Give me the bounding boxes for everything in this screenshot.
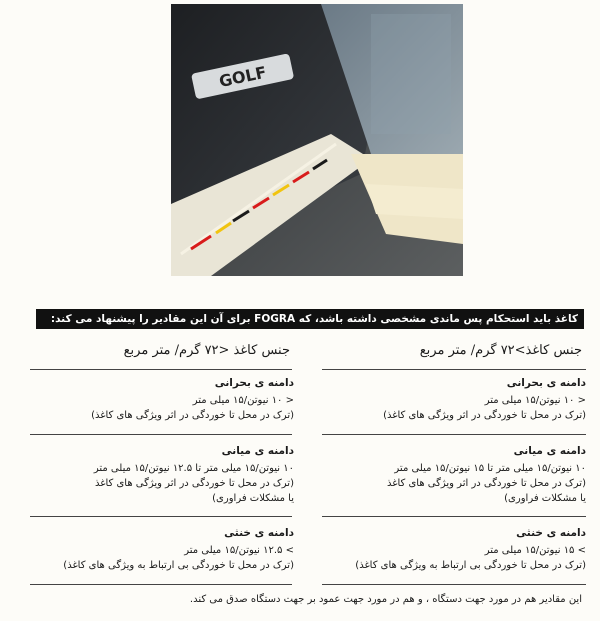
- range-title: دامنه ی خنثی: [224, 527, 294, 539]
- left-neutral-range: [30, 526, 294, 573]
- right-neutral-range: [322, 526, 586, 573]
- paper-stack-2: [366, 184, 463, 219]
- divider: [30, 584, 292, 585]
- right-critical-range: [322, 376, 586, 423]
- range-title: دامنه ی میانی: [513, 445, 586, 457]
- range-value: > ۱۲.۵ نیوتن/۱۵ میلی متر: [184, 545, 294, 556]
- range-title: دامنه ی میانی: [221, 445, 294, 457]
- page-reflection: [371, 14, 451, 134]
- section-banner: کاغذ باید استحکام پس ماندی مشخصی داشته باشد، که FOGRA برای آن این مقادیر را پیشنهاد می کند:: [36, 309, 584, 329]
- right-column-header: جنس کاغذ>۷۲ گرم/ متر مربع: [419, 343, 582, 358]
- range-note: یا مشکلات فراوری): [212, 493, 294, 504]
- left-middle-range: [30, 444, 294, 506]
- car-badge-text: GOLF: [217, 62, 269, 92]
- range-value: ۱۰ نیوتن/۱۵ میلی متر تا ۱۵ نیوتن/۱۵ میلی متر: [394, 463, 586, 474]
- divider: [322, 584, 586, 585]
- range-title: دامنه ی بحرانی: [506, 377, 586, 389]
- right-middle-range: [322, 444, 586, 506]
- range-note: یا مشکلات فراوری): [504, 493, 586, 504]
- folded-brochure-photo: [171, 4, 463, 276]
- divider: [322, 434, 586, 435]
- range-value: < ۱۰ نیوتن/۱۵ میلی متر: [192, 395, 294, 406]
- divider: [30, 369, 292, 370]
- range-note: (ترک در محل تا خوردگی بی ارتباط به ویژگی های کاغذ): [355, 560, 586, 571]
- range-value: ۱۰ نیوتن/۱۵ میلی متر تا ۱۲.۵ نیوتن/۱۵ میلی متر: [93, 463, 294, 474]
- range-note: (ترک در محل تا خوردگی بی ارتباط به ویژگی های کاغذ): [63, 560, 294, 571]
- divider: [322, 369, 586, 370]
- footnote: این مقادیر هم در مورد جهت دستگاه ، و هم در مورد جهت عمود بر جهت دستگاه صدق می کند.: [189, 594, 582, 605]
- range-value: < ۱۰ نیوتن/۱۵ میلی متر: [484, 395, 586, 406]
- range-note: (ترک در محل تا خوردگی در اثر ویژگی های کاغذ: [94, 478, 294, 489]
- left-critical-range: [30, 376, 294, 423]
- range-note: (ترک در محل تا خوردگی در اثر ویژگی های کاغذ): [91, 410, 294, 421]
- range-value: > ۱۵ نیوتن/۱۵ میلی متر: [484, 545, 586, 556]
- range-note: (ترک در محل تا خوردگی در اثر ویژگی های کاغذ): [383, 410, 586, 421]
- photo-illustration: [171, 4, 463, 276]
- divider: [322, 516, 586, 517]
- range-title: دامنه ی بحرانی: [214, 377, 294, 389]
- divider: [30, 434, 292, 435]
- divider: [30, 516, 292, 517]
- range-title: دامنه ی خنثی: [516, 527, 586, 539]
- left-column-header: جنس کاغذ <۷۲ گرم/ متر مربع: [123, 343, 290, 358]
- range-note: (ترک در محل تا خوردگی در اثر ویژگی های کاغذ: [386, 478, 586, 489]
